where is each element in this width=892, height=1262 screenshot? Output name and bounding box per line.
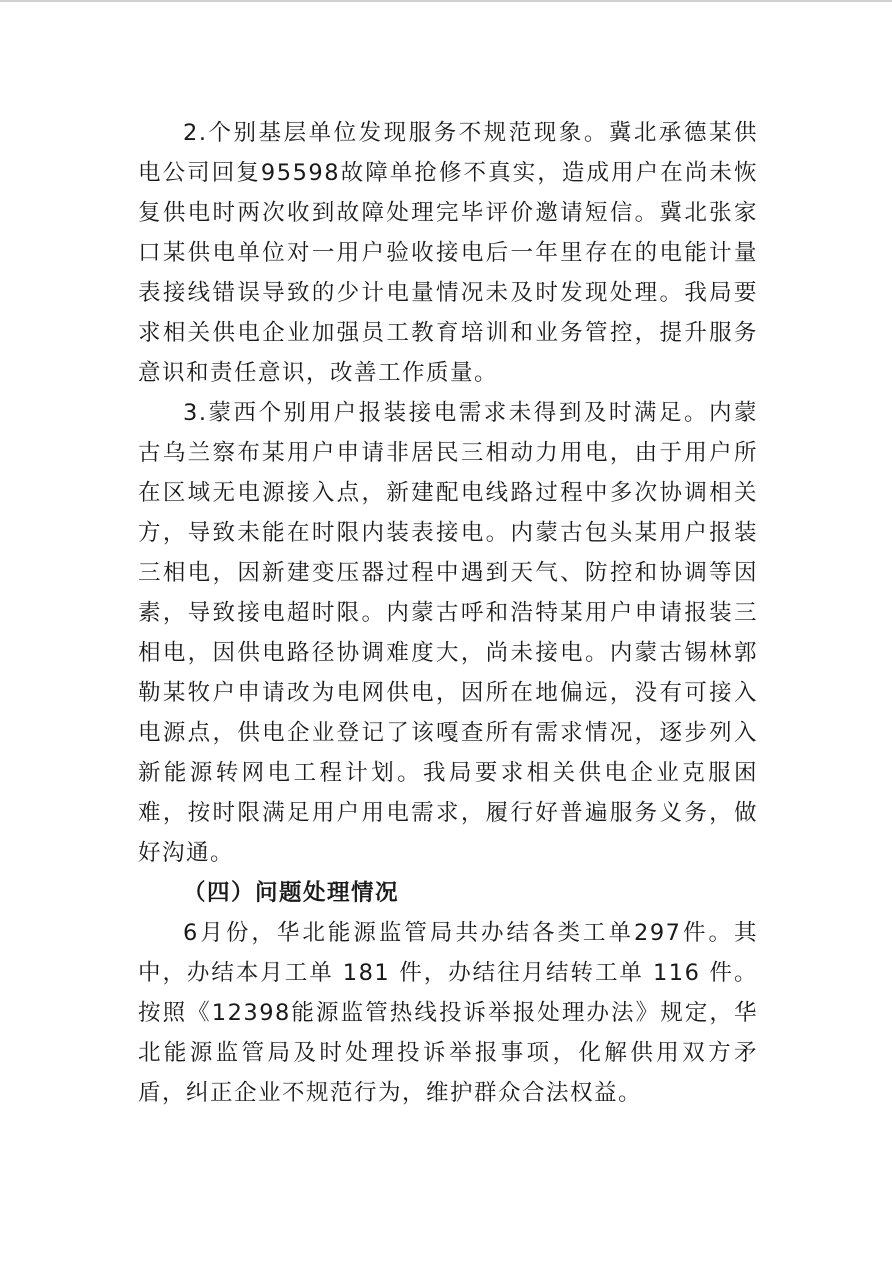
page-top-edge: [0, 0, 892, 2]
document-page: [138, 113, 758, 1113]
section-heading-problem-handling: （四）问题处理情况: [183, 880, 400, 906]
paragraph-connection-delays: 3.蒙西个别用户报装接电需求未得到及时满足。内蒙古乌兰察布某用户申请非居民三相动力用电，由于用户所在区域无电源接入点，新建配电线路过程中多次协调相关方，导致未能在时限内装表接电。内蒙古包头某用户报装三相电，因新建变压器过程中遇到天气、防控和协调等因素，导致接电超时限。内蒙古呼和浩特某用户申请报装三相电，因供电路径协调难度大，尚未接电。内蒙古锡林郭勒某牧户申请改为电网供电，因所在地偏远，没有可接入电源点，供电企业登记了该嘎查所有需求情况，逐步列入新能源转网电工程计划。我局要求相关供电企业克服困难，按时限满足用户用电需求，履行好普遍服务义务，做好沟通。: [138, 400, 758, 866]
paragraph-case-handling-summary: 6月份，华北能源监管局共办结各类工单297件。其中，办结本月工单 181 件，办结往月结转工单 116 件。按照《12398能源监管热线投诉举报处理办法》规定，华北能源监管局及时处理投诉举报事项，化解供用双方矛盾，纠正企业不规范行为，维护群众合法权益。: [138, 920, 758, 1106]
paragraph-service-irregularities: 2.个别基层单位发现服务不规范现象。冀北承德某供电公司回复95598故障单抢修不真实，造成用户在尚未恢复供电时两次收到故障处理完毕评价邀请短信。冀北张家口某供电单位对一用户验收接电后一年里存在的电能计量表接线错误导致的少计电量情况未及时发现处理。我局要求相关供电企业加强员工教育培训和业务管控，提升服务意识和责任意识，改善工作质量。: [138, 120, 758, 386]
